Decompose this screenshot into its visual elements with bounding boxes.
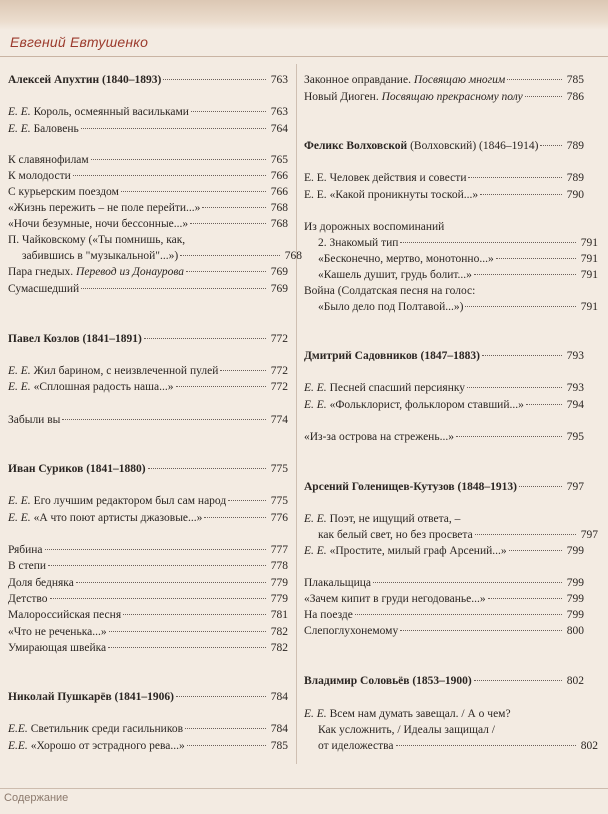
- page-number: 794: [566, 399, 584, 411]
- entry-title: На поезде: [304, 609, 353, 621]
- dot-leader: [81, 288, 266, 289]
- entry-title: С курьерским поездом: [8, 186, 119, 198]
- page-number: 799: [566, 609, 584, 621]
- page-number: 795: [566, 431, 584, 443]
- dot-leader: [190, 223, 266, 224]
- dot-leader: [204, 517, 266, 518]
- toc-entry[interactable]: [8, 625, 288, 639]
- dot-leader: [540, 145, 562, 146]
- entry-title: Его лучшим редактором был сам народ: [30, 495, 227, 507]
- dot-leader: [163, 79, 266, 80]
- page-number: 799: [566, 545, 584, 557]
- page-number: 791: [580, 237, 598, 249]
- entry-title: Пара гнедых.: [8, 266, 77, 278]
- dot-leader: [45, 549, 266, 550]
- toc-entry[interactable]: [8, 576, 288, 590]
- toc-entry[interactable]: [8, 201, 288, 215]
- entry-title: Жил барином, с неизвлеченной пулей: [30, 365, 219, 377]
- entry-title: Плакальщица: [304, 577, 372, 589]
- toc-section-pushkarev[interactable]: [8, 690, 288, 704]
- entry-title: Всем нам думать завещал. / А о чем?: [326, 708, 511, 720]
- page-number: 800: [566, 625, 584, 637]
- page-number: 797: [566, 481, 584, 493]
- entry-title: Песней спасший персиянку: [326, 382, 466, 394]
- page-number: 772: [270, 333, 288, 345]
- page-number: 799: [566, 577, 584, 589]
- page-number: 784: [270, 691, 288, 703]
- section-title: Дмитрий Садовников (1847–1883): [304, 350, 480, 362]
- dot-leader: [526, 404, 562, 405]
- entry-title: Рябина: [8, 544, 43, 556]
- toc-entry[interactable]: [8, 739, 288, 753]
- entry-title: «Из-за острова на стрежень...»: [304, 431, 454, 443]
- page-number: 763: [270, 106, 288, 118]
- dot-leader: [475, 534, 576, 535]
- entry-title: «Какой проникнуты тоской...»: [326, 189, 479, 201]
- toc-entry[interactable]: [8, 185, 288, 199]
- page-number: 799: [566, 593, 584, 605]
- dot-leader: [373, 582, 562, 583]
- toc-entry[interactable]: [8, 608, 288, 622]
- entry-title: «Простите, милый граф Арсений...»: [326, 545, 507, 557]
- page-number: 782: [270, 642, 288, 654]
- toc-entry[interactable]: [8, 413, 288, 427]
- page-number: 793: [566, 350, 584, 362]
- entry-title: Забыли вы: [8, 414, 61, 426]
- toc-entry[interactable]: [304, 398, 584, 412]
- page-number: 774: [270, 414, 288, 426]
- dot-leader: [220, 370, 266, 371]
- page-number: 779: [270, 577, 288, 589]
- page-number: 776: [270, 512, 288, 524]
- toc-entry[interactable]: [304, 268, 598, 282]
- dot-leader: [81, 128, 266, 129]
- entry-title: «Кашель душит, грудь болит...»: [318, 269, 472, 281]
- dot-leader: [509, 550, 562, 551]
- entry-prefix: Е. Е.: [304, 189, 327, 201]
- page-number: 797: [580, 529, 598, 541]
- page-number: 772: [270, 365, 288, 377]
- entry-prefix: Е. Е.: [304, 545, 327, 557]
- entry-title: «Сплошная радость наша...»: [30, 381, 174, 393]
- toc-section-apukhtin[interactable]: [8, 73, 288, 87]
- toc-entry-line[interactable]: П. Чайковскому («Ты помнишь, как,: [8, 234, 186, 246]
- toc-entry[interactable]: [304, 73, 584, 87]
- page-number: 779: [270, 593, 288, 605]
- entry-title: «Ночи безумные, ночи бессонные...»: [8, 218, 189, 230]
- entry-prefix: Е.Е.: [8, 723, 28, 735]
- toc-entry[interactable]: [8, 511, 288, 525]
- entry-title: Поэт, не ищущий ответа, –: [326, 513, 461, 525]
- entry-title: К молодости: [8, 170, 71, 182]
- dot-leader: [121, 191, 266, 192]
- entry-title: Новый Диоген.: [304, 91, 382, 103]
- entry-prefix: Е. Е.: [304, 708, 327, 720]
- page-number: 766: [270, 186, 288, 198]
- toc-entry[interactable]: [8, 722, 288, 736]
- dot-leader: [123, 614, 266, 615]
- dot-leader: [480, 194, 562, 195]
- entry-title: Сумасшедший: [8, 283, 80, 295]
- toc-entry[interactable]: [304, 528, 598, 542]
- section-title: Арсений Голенищев-Кутузов (1848–1913): [304, 481, 517, 493]
- dot-leader: [91, 159, 266, 160]
- toc-entry[interactable]: [8, 153, 288, 167]
- entry-title: «Зачем кипит в груди негодованье...»: [304, 593, 486, 605]
- decorative-top-band: [0, 0, 608, 30]
- page-number: 782: [270, 626, 288, 638]
- page-number: 775: [270, 463, 288, 475]
- page-number: 772: [270, 381, 288, 393]
- dot-leader: [474, 274, 576, 275]
- toc-entry[interactable]: [304, 188, 584, 202]
- dot-leader: [62, 419, 266, 420]
- toc-entry[interactable]: [304, 624, 584, 638]
- section-title: Павел Козлов (1841–1891): [8, 333, 142, 345]
- dot-leader: [396, 745, 576, 746]
- page-number: 777: [270, 544, 288, 556]
- dot-leader: [228, 500, 266, 501]
- page-number: 790: [566, 189, 584, 201]
- toc-entry[interactable]: [8, 380, 288, 394]
- toc-section-surikov[interactable]: [8, 462, 288, 476]
- dot-leader: [474, 680, 562, 681]
- page-number: 781: [270, 609, 288, 621]
- toc-entry[interactable]: [8, 364, 288, 378]
- page-number: 802: [566, 675, 584, 687]
- toc-section-golenishchev-kutuzov[interactable]: [304, 480, 584, 494]
- page-number: 769: [270, 266, 288, 278]
- section-title: Николай Пушкарёв (1841–1906): [8, 691, 174, 703]
- page-number: 786: [566, 91, 584, 103]
- page-number: 768: [270, 202, 288, 214]
- entry-prefix: Е. Е.: [8, 495, 31, 507]
- entry-prefix: Е. Е.: [8, 106, 31, 118]
- footer-rule: [0, 788, 608, 789]
- dot-leader: [400, 630, 562, 631]
- entry-title: Король, осмеянный васильками: [30, 106, 189, 118]
- page-number: 791: [580, 253, 598, 265]
- toc-entry[interactable]: [304, 252, 598, 266]
- entry-title: от иделожества: [318, 740, 394, 752]
- dot-leader: [488, 598, 562, 599]
- dot-leader: [144, 338, 266, 339]
- page-number: 791: [580, 301, 598, 313]
- dot-leader: [76, 582, 266, 583]
- entry-title: «Бесконечно, мертво, монотонно...»: [318, 253, 494, 265]
- running-footer: Содержание: [4, 792, 69, 804]
- dot-leader: [507, 79, 562, 80]
- dot-leader: [355, 614, 562, 615]
- entry-title: забившись в "музыкальной"...»): [22, 250, 179, 262]
- toc-entry[interactable]: [8, 249, 302, 263]
- entry-prefix: Е.Е.: [8, 740, 28, 752]
- toc-entry-line[interactable]: [304, 512, 460, 526]
- entry-title: «А что поют артисты джазовые...»: [30, 512, 203, 524]
- dot-leader: [400, 242, 576, 243]
- entry-prefix: Е. Е.: [8, 123, 31, 135]
- toc-entry[interactable]: [8, 494, 288, 508]
- page-number: 789: [566, 140, 584, 152]
- toc-entry[interactable]: [304, 236, 598, 250]
- dot-leader: [180, 255, 280, 256]
- toc-section-kozlov[interactable]: [8, 332, 288, 346]
- entry-title: «Фольклорист, фольклором ставший...»: [326, 399, 524, 411]
- dot-leader: [191, 111, 266, 112]
- dot-leader: [202, 207, 266, 208]
- toc-entry[interactable]: [304, 90, 584, 104]
- toc-entry[interactable]: [304, 739, 598, 753]
- dot-leader: [467, 387, 562, 388]
- page-number: 768: [284, 250, 302, 262]
- toc-entry[interactable]: [8, 122, 288, 136]
- dot-leader: [519, 486, 562, 487]
- page-number: 766: [270, 170, 288, 182]
- entry-title: Слепоглухонемому: [304, 625, 399, 637]
- page-number: 775: [270, 495, 288, 507]
- page-number: 791: [580, 269, 598, 281]
- toc-entry-line[interactable]: Из дорожных воспоминаний: [304, 221, 445, 233]
- page-number: 793: [566, 382, 584, 394]
- entry-title: «Хорошо от эстрадного рева...»: [27, 740, 185, 752]
- entry-prefix: Е. Е.: [304, 382, 327, 394]
- toc-entry[interactable]: [8, 105, 288, 119]
- toc-entry-line[interactable]: Война (Солдатская песня на голос:: [304, 285, 476, 297]
- dot-leader: [109, 631, 266, 632]
- entry-title: Человек действия и совести: [326, 172, 467, 184]
- entry-title: Баловень: [30, 123, 79, 135]
- dot-leader: [176, 696, 266, 697]
- dot-leader: [148, 468, 266, 469]
- toc-entry-line[interactable]: [304, 707, 511, 721]
- entry-title: «Было дело под Полтавой...»): [318, 301, 464, 313]
- toc-entry[interactable]: [8, 543, 288, 557]
- dot-leader: [496, 258, 576, 259]
- dot-leader: [176, 386, 267, 387]
- dot-leader: [108, 647, 266, 648]
- toc-entry[interactable]: [8, 217, 288, 231]
- entry-title: Светильник среди гасильников: [27, 723, 184, 735]
- entry-prefix: Е. Е.: [304, 513, 327, 525]
- entry-title: Доля бедняка: [8, 577, 74, 589]
- dot-leader: [187, 745, 266, 746]
- section-subtitle: (Волховский) (1846–1914): [407, 140, 539, 152]
- toc-section-solovyov[interactable]: [304, 674, 584, 688]
- toc-entry-line[interactable]: Как усложнить, / Идеалы защищал /: [318, 724, 495, 736]
- entry-title: В степи: [8, 560, 47, 572]
- toc-section-volkhovskoy[interactable]: [304, 139, 584, 153]
- page-number: 769: [270, 283, 288, 295]
- section-title: Феликс Волховской: [304, 140, 408, 152]
- dot-leader: [50, 598, 267, 599]
- dot-leader: [48, 565, 266, 566]
- header-rule: [0, 56, 608, 57]
- entry-prefix: Е. Е.: [8, 365, 31, 377]
- dot-leader: [482, 355, 562, 356]
- entry-subtitle: Посвящаю прекрасному полу: [381, 91, 523, 103]
- toc-entry[interactable]: [304, 592, 584, 606]
- entry-prefix: Е. Е.: [304, 399, 327, 411]
- toc-entry[interactable]: [8, 559, 288, 573]
- dot-leader: [456, 436, 562, 437]
- toc-entry[interactable]: [304, 381, 584, 395]
- toc-entry[interactable]: [304, 430, 584, 444]
- dot-leader: [185, 728, 266, 729]
- toc-entry[interactable]: [304, 300, 598, 314]
- toc-entry[interactable]: [304, 576, 584, 590]
- entry-title: Детство: [8, 593, 48, 605]
- toc-entry[interactable]: [304, 608, 584, 622]
- page-number: 789: [566, 172, 584, 184]
- entry-title: Малороссийская песня: [8, 609, 122, 621]
- page-number: 785: [566, 74, 584, 86]
- page-number: 778: [270, 560, 288, 572]
- dot-leader: [465, 306, 576, 307]
- entry-title: «Жизнь пережить – не поле перейти...»: [8, 202, 201, 214]
- toc-entry[interactable]: [8, 282, 288, 296]
- entry-subtitle: Посвящаю многим: [413, 74, 506, 86]
- toc-entry[interactable]: [304, 544, 584, 558]
- dot-leader: [525, 96, 562, 97]
- toc-section-sadovnikov[interactable]: [304, 349, 584, 363]
- page-number: 763: [270, 74, 288, 86]
- toc-entry[interactable]: [8, 169, 288, 183]
- entry-prefix: Е. Е.: [8, 381, 31, 393]
- entry-title: Умирающая швейка: [8, 642, 107, 654]
- column-divider: [296, 64, 297, 764]
- entry-title: как белый свет, но без просвета: [318, 529, 473, 541]
- dot-leader: [468, 177, 562, 178]
- dot-leader: [73, 175, 266, 176]
- section-title: Иван Суриков (1841–1880): [8, 463, 146, 475]
- page-number: 764: [270, 123, 288, 135]
- entry-prefix: Е. Е.: [8, 512, 31, 524]
- entry-title: К славянофилам: [8, 154, 89, 166]
- page-number: 784: [270, 723, 288, 735]
- section-title: Владимир Соловьёв (1853–1900): [304, 675, 472, 687]
- entry-subtitle: Перевод из Донаурова: [76, 266, 185, 278]
- running-header-author: Евгений Евтушенко: [10, 34, 149, 50]
- toc-entry[interactable]: [8, 265, 288, 279]
- entry-title: Законное оправдание.: [304, 74, 414, 86]
- toc-entry[interactable]: [304, 171, 584, 185]
- section-title: Алексей Апухтин (1840–1893): [8, 74, 162, 86]
- page-number: 765: [270, 154, 288, 166]
- page-number: 785: [270, 740, 288, 752]
- entry-title: 2. Знакомый тип: [318, 237, 399, 249]
- page-number: 802: [580, 740, 598, 752]
- toc-entry[interactable]: [8, 641, 288, 655]
- dot-leader: [186, 271, 266, 272]
- page-number: 768: [270, 218, 288, 230]
- entry-prefix: Е. Е.: [304, 172, 327, 184]
- entry-title: «Что не реченька...»: [8, 626, 107, 638]
- toc-entry[interactable]: [8, 592, 288, 606]
